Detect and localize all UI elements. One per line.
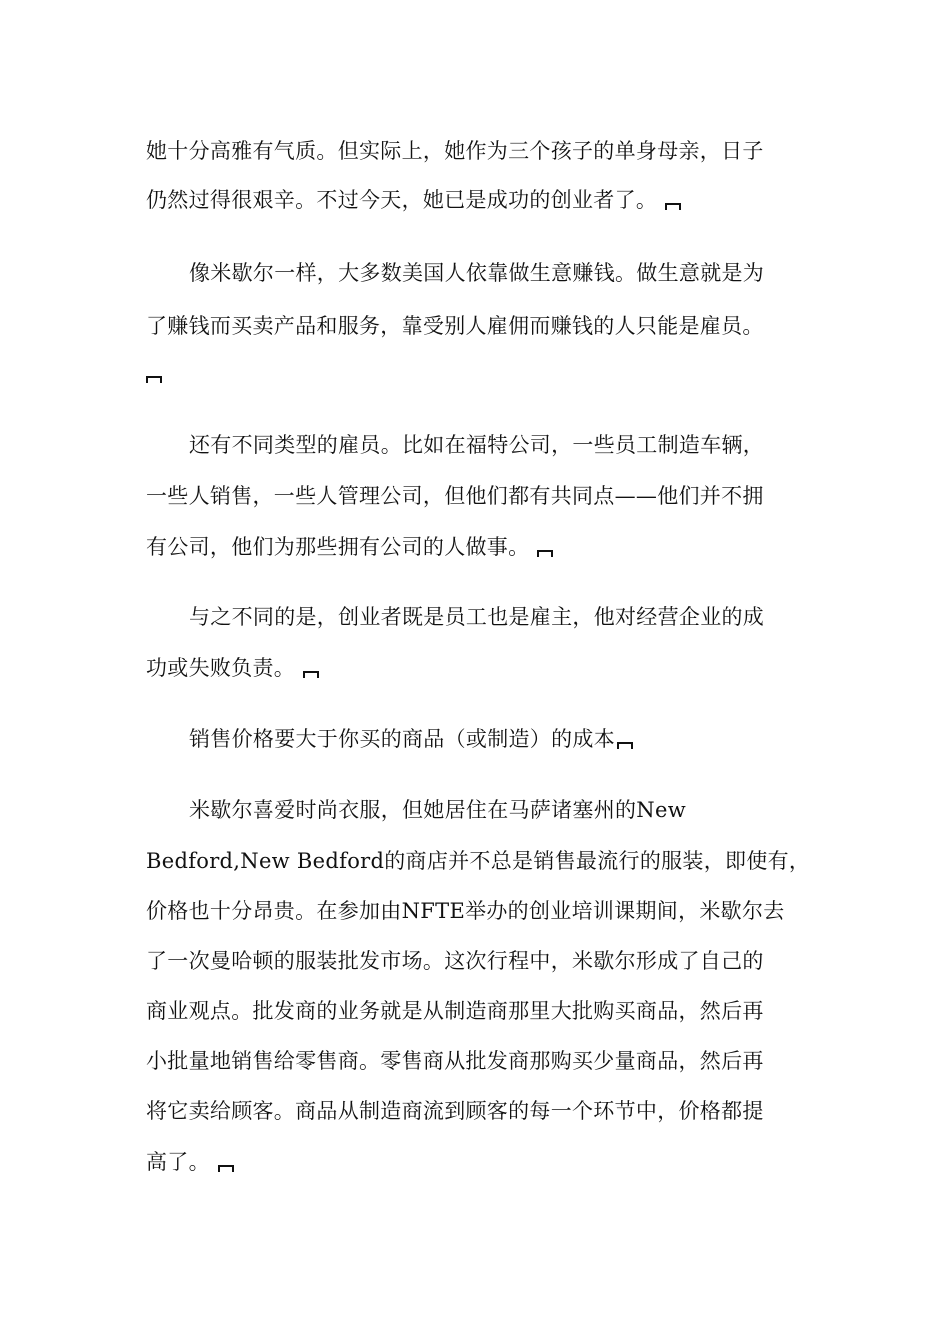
text-line: 商业观点。批发商的业务就是从制造商那里大批购买商品，然后再 bbox=[146, 999, 764, 1023]
text-line bbox=[146, 534, 553, 560]
text-line bbox=[146, 1149, 234, 1175]
text-line: 了赚钱而买卖产品和服务，靠受别人雇佣而赚钱的人只能是雇员。 bbox=[146, 314, 764, 338]
text-line: 她十分高雅有气质。但实际上，她作为三个孩子的单身母亲，日子 bbox=[146, 139, 764, 163]
text-line: 一些人销售，一些人管理公司，但他们都有共同点——他们并不拥 bbox=[146, 484, 764, 508]
text-line: 价格也十分昂贵。在参加由NFTE举办的创业培训课期间，米歇尔去 bbox=[146, 899, 785, 923]
text-line: Bedford,New Bedford的商店并不总是销售最流行的服装，即使有， bbox=[146, 849, 811, 873]
paragraph-mark-icon bbox=[303, 671, 319, 678]
paragraph-mark-icon bbox=[146, 376, 162, 383]
text-line: 将它卖给顾客。商品从制造商流到顾客的每一个环节中，价格都提 bbox=[146, 1099, 764, 1123]
text-line: 小批量地销售给零售商。零售商从批发商那购买少量商品，然后再 bbox=[146, 1049, 764, 1073]
text-line: 还有不同类型的雇员。比如在福特公司，一些员工制造车辆， bbox=[189, 433, 765, 457]
text-line: 米歇尔喜爱时尚衣服，但她居住在马萨诸塞州的New bbox=[189, 798, 686, 822]
text-line bbox=[146, 187, 681, 213]
paragraph-mark-icon bbox=[218, 1165, 234, 1172]
text-line: 了一次曼哈顿的服装批发市场。这次行程中，米歇尔形成了自己的 bbox=[146, 949, 764, 973]
text-line: 与之不同的是，创业者既是员工也是雇主，他对经营企业的成 bbox=[189, 605, 765, 629]
paragraph-mark-icon bbox=[665, 203, 681, 210]
text-line bbox=[146, 655, 319, 681]
text-line bbox=[189, 726, 633, 752]
text-line: 像米歇尔一样，大多数美国人依靠做生意赚钱。做生意就是为 bbox=[189, 261, 765, 285]
text-line-content: 仍然过得很艰辛。不过今天，她已是成功的创业者了。 bbox=[146, 188, 658, 212]
text-line-content: 高了。 bbox=[146, 1150, 210, 1174]
text-line-content: 功或失败负责。 bbox=[146, 656, 296, 680]
text-line-content: 销售价格要大于你买的商品（或制造）的成本 bbox=[189, 727, 615, 751]
text-line-content: 有公司，他们为那些拥有公司的人做事。 bbox=[146, 535, 530, 559]
paragraph-mark-icon bbox=[617, 742, 633, 749]
paragraph-mark-icon bbox=[537, 550, 553, 557]
